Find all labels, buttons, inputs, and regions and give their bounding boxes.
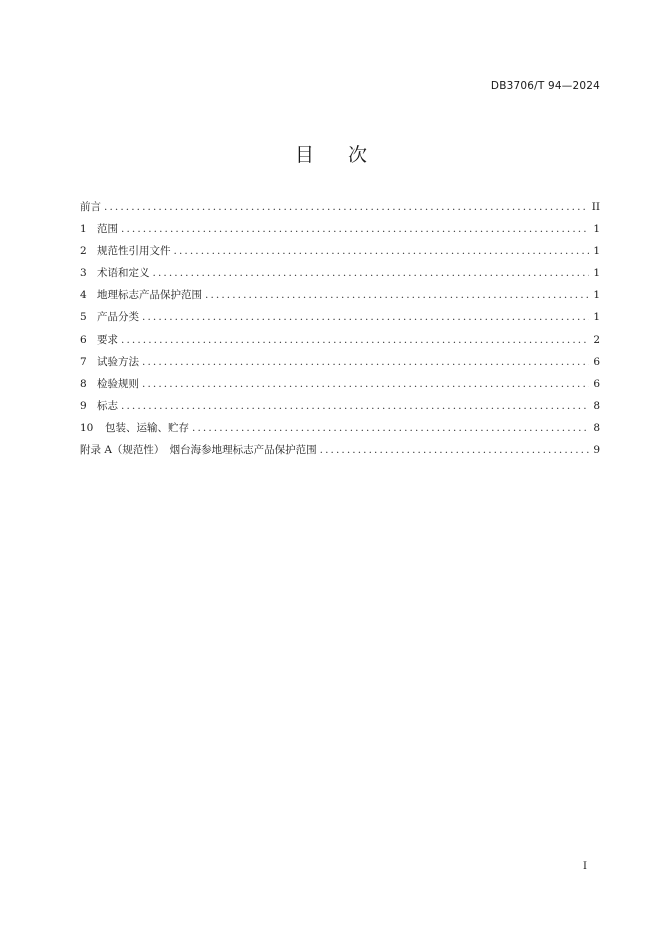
toc-label: 规范性引用文件 [97, 245, 171, 258]
dot-leader [104, 201, 589, 213]
toc-label: 前言 [80, 201, 101, 213]
toc-number: 2 [80, 245, 87, 258]
toc-number: 9 [80, 399, 87, 412]
toc-label: 产品分类 [97, 311, 139, 324]
toc-entry-requirements[interactable] [80, 332, 600, 354]
toc-number: 6 [80, 333, 87, 346]
footer-page-number: I [583, 861, 587, 872]
toc-label: 要求 [97, 333, 118, 346]
toc-number: 5 [80, 311, 87, 324]
toc-label: 附录 A（规范性） 烟台海参地理标志产品保护范围 [80, 444, 317, 457]
dot-leader [142, 356, 589, 368]
dot-leader [121, 400, 589, 412]
toc-page-number: 8 [593, 421, 600, 434]
toc-entry-scope[interactable] [80, 221, 600, 243]
toc-entry-classification[interactable] [80, 309, 600, 331]
toc-label: 范围 [97, 223, 118, 236]
toc-number: 3 [80, 267, 87, 280]
toc-page-number: 1 [593, 311, 600, 324]
toc-entry-terms-definitions[interactable] [80, 265, 600, 287]
dot-leader [205, 289, 589, 301]
toc-page-number: 9 [593, 444, 600, 457]
toc-entry-inspection-rules[interactable] [80, 376, 600, 398]
toc-entry-test-methods[interactable] [80, 354, 600, 376]
toc-number: 1 [80, 223, 87, 236]
title-char: 次 [348, 144, 368, 166]
toc-label: 包装、运输、贮存 [105, 421, 189, 434]
toc-page-number: 1 [593, 245, 600, 258]
document-id: DB3706/T 94—2024 [490, 80, 600, 92]
page-title [0, 140, 662, 167]
dot-leader [320, 444, 589, 456]
toc-number: 8 [80, 377, 87, 390]
toc-entry-protection-area[interactable] [80, 287, 600, 309]
toc-page-number: II [591, 201, 600, 213]
toc-page-number: 1 [593, 223, 600, 236]
toc-page-number: 6 [593, 355, 600, 368]
dot-leader [142, 311, 589, 323]
toc-page-number: 8 [593, 399, 600, 412]
dot-leader [153, 267, 590, 279]
dot-leader [142, 378, 589, 390]
toc-page-number: 1 [593, 267, 600, 280]
toc-label: 术语和定义 [97, 267, 150, 280]
dot-leader [121, 223, 589, 235]
toc-entry-normative-references[interactable] [80, 243, 600, 265]
toc-entry-foreword[interactable] [80, 199, 600, 221]
dot-leader [192, 422, 589, 434]
dot-leader [121, 334, 589, 346]
toc-page-number: 6 [593, 377, 600, 390]
toc-entry-marking[interactable] [80, 398, 600, 420]
table-of-contents [80, 199, 600, 464]
toc-page-number: 1 [593, 289, 600, 302]
toc-number: 10 [80, 421, 94, 434]
dot-leader [174, 245, 590, 257]
toc-label: 标志 [97, 399, 118, 412]
toc-label: 地理标志产品保护范围 [97, 289, 202, 302]
toc-label: 试验方法 [97, 355, 139, 368]
title-char: 目 [294, 144, 314, 166]
toc-number: 4 [80, 289, 87, 302]
toc-entry-packaging[interactable] [80, 420, 600, 442]
toc-page-number: 2 [593, 333, 600, 346]
toc-number: 7 [80, 355, 87, 368]
toc-label: 检验规则 [97, 377, 139, 390]
toc-entry-appendix-a[interactable] [80, 442, 600, 464]
